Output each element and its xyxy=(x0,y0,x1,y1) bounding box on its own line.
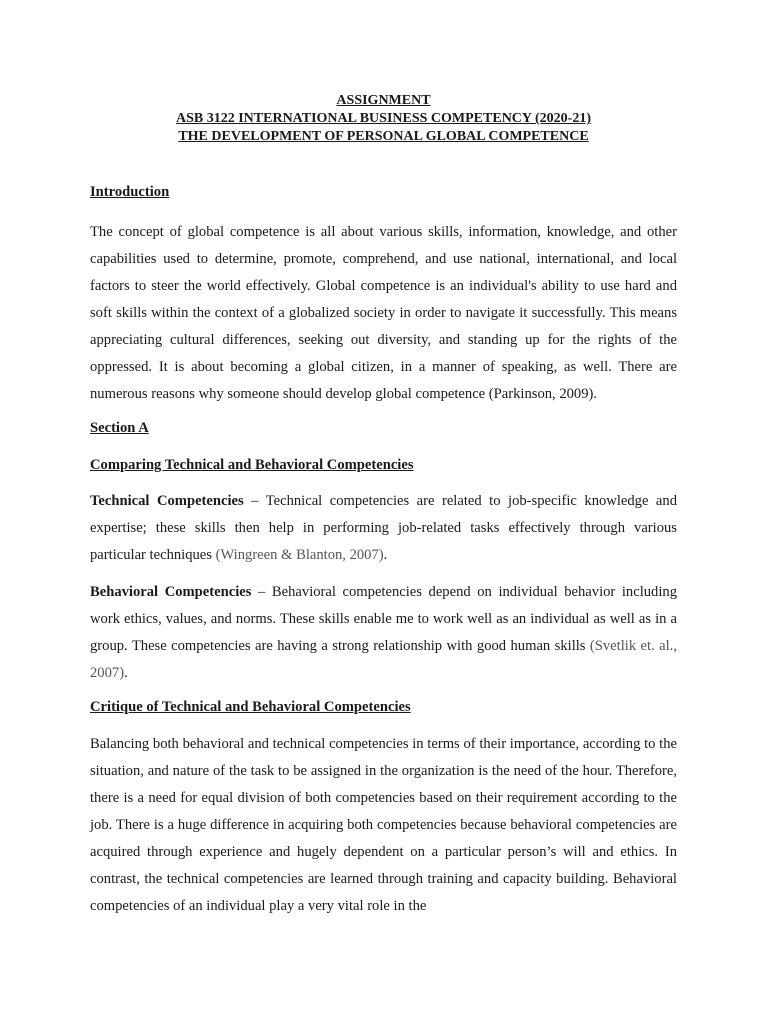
document-page xyxy=(90,92,677,920)
introduction-paragraph: The concept of global competence is all about various skills, information, knowledge, and other capabilities used to determine, promote, comprehend, and use national, international, and local factors to steer the world effectively. Global competence is an individual's ability to use hard and soft skills within the context of a globalized society in order to navigate it successfully. This means appreciating cultural differences, seeking out diversity, and standing up for the rights of the oppressed. It is about becoming a global citizen, in a manner of speaking, as well. There are numerous reasons why someone should develop global competence (Parkinson, 2009). xyxy=(90,224,677,402)
behavioral-term: Behavioral Competencies xyxy=(90,584,252,600)
behavioral-citation: (Svetlik et. al., 2007) xyxy=(90,638,677,681)
section-a-heading: Section A xyxy=(90,420,149,436)
technical-end: . xyxy=(383,547,388,563)
critique-heading: Critique of Technical and Behavioral Competencies xyxy=(90,699,411,715)
title-course: ASB 3122 INTERNATIONAL BUSINESS COMPETENCY (2020-21) xyxy=(175,111,591,126)
technical-dash: – xyxy=(243,493,266,509)
technical-body: Technical competencies are related to job-specific knowledge and expertise; these skills then help in performing job-related tasks effectively through various particular techniques xyxy=(90,493,677,563)
title-topic: THE DEVELOPMENT OF PERSONAL GLOBAL COMPETENCE xyxy=(178,129,589,144)
technical-term: Technical Competencies xyxy=(90,493,244,509)
technical-competencies-paragraph xyxy=(90,488,677,569)
behavioral-end: . xyxy=(124,665,128,681)
behavioral-competencies-paragraph xyxy=(90,579,677,687)
technical-citation: (Wingreen & Blanton, 2007) xyxy=(215,547,384,563)
introduction-heading: Introduction xyxy=(90,184,170,200)
behavioral-body: Behavioral competencies depend on individual behavior including work ethics, values, and norms. These skills enable me to work well as an individual as well as in a group. These competencies are having a strong relationship with good human skills xyxy=(90,584,677,654)
critique-paragraph: Balancing both behavioral and technical competencies in terms of their importance, according to the situation, and nature of the task to be assigned in the organization is the need of the hour. Therefore, there is a need for equal division of both competencies based on their requirement according to the job. There is a huge difference in acquiring both competencies because behavioral competencies are acquired through experience and hugely dependent on a particular person’s will and ethics. In contrast, the technical competencies are learned through training and capacity building. Behavioral competencies of an individual play a very vital role in the xyxy=(90,736,677,914)
behavioral-dash: – xyxy=(251,584,272,600)
title-assignment: ASSIGNMENT xyxy=(336,93,431,108)
comparing-heading: Comparing Technical and Behavioral Competencies xyxy=(90,457,414,473)
title-block xyxy=(90,92,677,146)
